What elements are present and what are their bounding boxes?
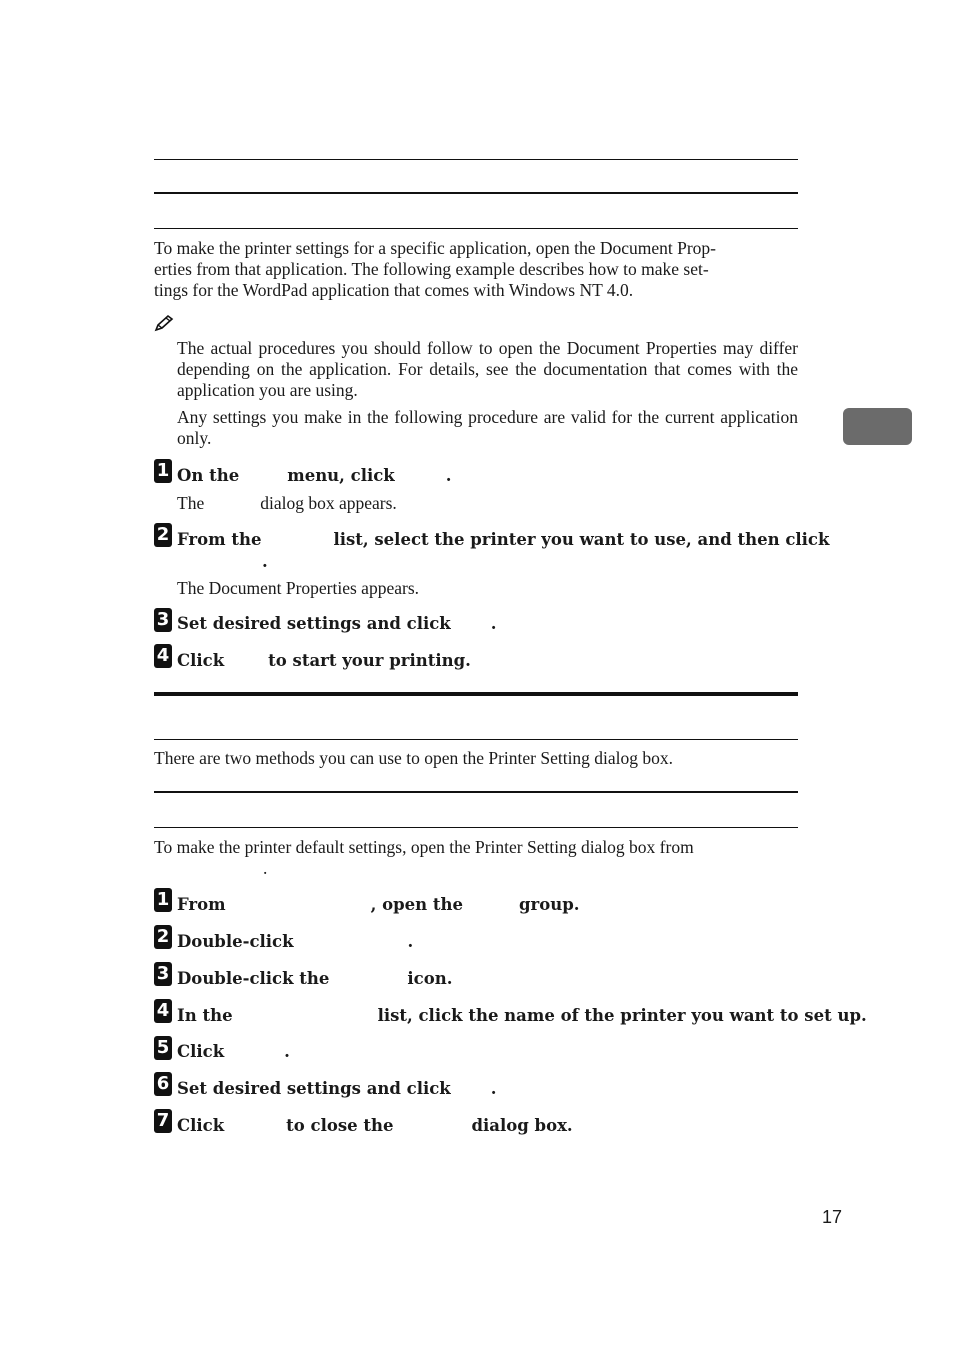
section2-heading-rule-bottom xyxy=(154,739,798,740)
step-3-text: Double-click the icon. xyxy=(177,969,453,988)
section3-intro-end: . xyxy=(263,858,268,878)
header-rule xyxy=(154,159,798,160)
step-number-badge: 5 xyxy=(154,1036,172,1060)
section-heading-rule-bottom xyxy=(154,228,798,229)
note-paragraph: Any settings you make in the following procedure are valid for the current application only. xyxy=(177,407,798,448)
step-number-badge: 1 xyxy=(154,888,172,912)
step-2-text-end: . xyxy=(262,552,268,571)
step-4-text: Click to start your printing. xyxy=(177,651,471,670)
chapter-tab xyxy=(843,408,912,445)
step-number-badge: 7 xyxy=(154,1109,172,1133)
step-2-result: The Document Properties appears. xyxy=(177,578,420,598)
step-1-text: On the menu, click . xyxy=(177,466,452,485)
intro-line: tings for the WordPad application that comes with Windows NT 4.0. xyxy=(154,280,634,300)
step-2-text: Double-click . xyxy=(177,932,414,951)
pencil-note-icon xyxy=(154,314,174,332)
step-number-badge: 3 xyxy=(154,608,172,632)
note-paragraph: The actual procedures you should follow to open the Document Properties may differ depending on the application. For details, see the documentation that comes with the application you are using. xyxy=(177,338,798,400)
step-4-text: In the list, click the name of the printer you want to set up. xyxy=(177,1006,867,1025)
step-number-badge: 1 xyxy=(154,459,172,483)
intro-line: erties from that application. The following example describes how to make set- xyxy=(154,259,709,279)
step-number-badge: 2 xyxy=(154,523,172,547)
section3-intro: To make the printer default settings, open the Printer Setting dialog box from xyxy=(154,837,694,857)
intro-line: To make the printer settings for a specific application, open the Document Prop- xyxy=(154,238,717,258)
section-heading-rule-top xyxy=(154,192,798,194)
section2-heading-rule-top xyxy=(154,692,798,696)
section3-heading-rule-bottom xyxy=(154,827,798,828)
step-1-text: From , open the group. xyxy=(177,895,580,914)
section3-heading-rule-top xyxy=(154,791,798,793)
step-2-text: From the list, select the printer you want to use, and then click xyxy=(177,530,830,549)
step-3-text: Set desired settings and click . xyxy=(177,614,497,633)
step-6-text: Set desired settings and click . xyxy=(177,1079,497,1098)
section1-intro xyxy=(154,238,798,301)
step-number-badge: 4 xyxy=(154,644,172,668)
step-number-badge: 3 xyxy=(154,962,172,986)
section2-intro: There are two methods you can use to open the Printer Setting dialog box. xyxy=(154,748,674,768)
step-number-badge: 6 xyxy=(154,1072,172,1096)
step-number-badge: 2 xyxy=(154,925,172,949)
step-5-text: Click . xyxy=(177,1042,290,1061)
page-number: 17 xyxy=(822,1207,843,1227)
step-1-result: The dialog box appears. xyxy=(177,493,397,513)
step-7-text: Click to close the dialog box. xyxy=(177,1116,573,1135)
step-number-badge: 4 xyxy=(154,999,172,1023)
